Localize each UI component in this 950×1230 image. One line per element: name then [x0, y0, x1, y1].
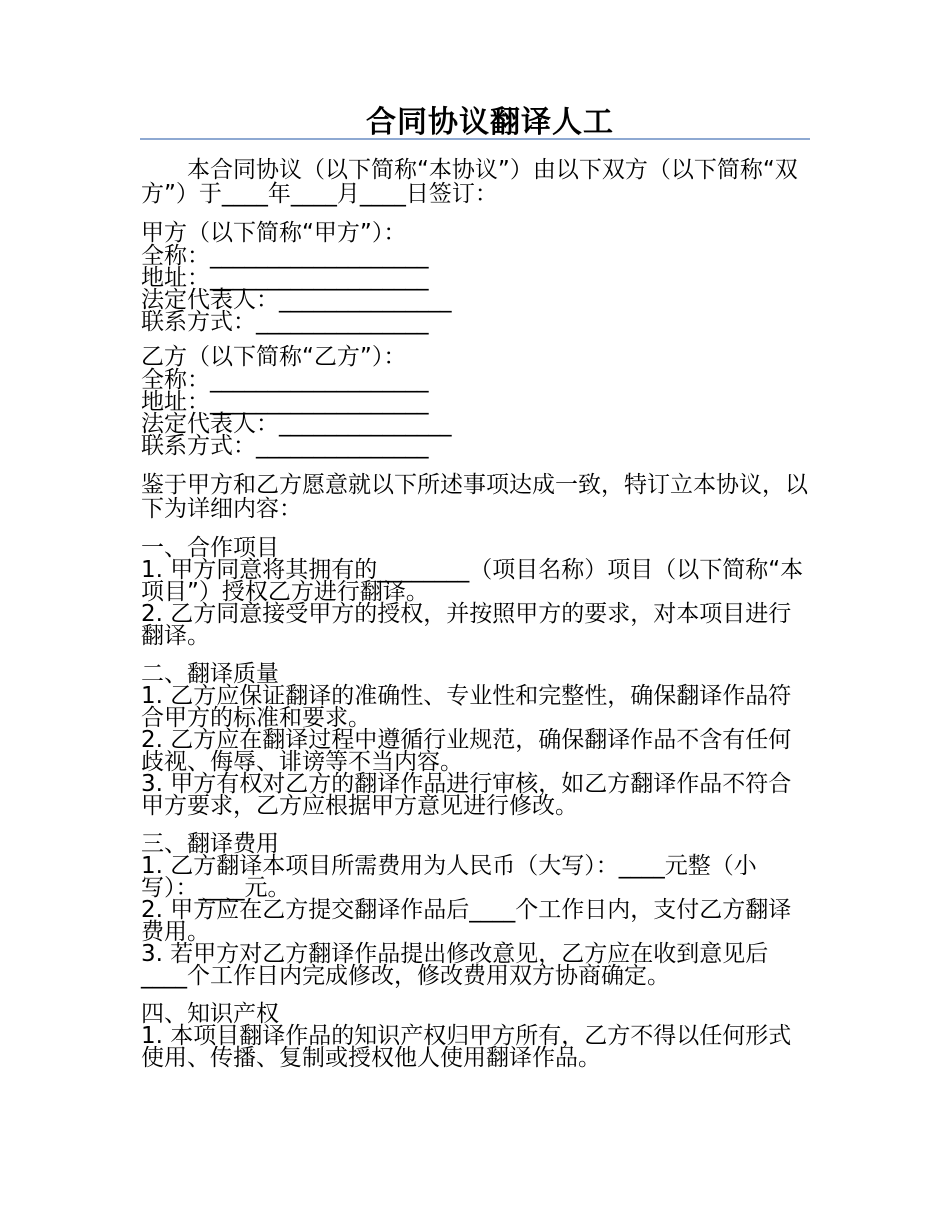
clause: 2. 乙方同意接受甲方的授权，并按照甲方的要求，对本项目进行翻译。 [141, 601, 792, 649]
document-title: 合同协议翻译人工 [366, 105, 614, 140]
party-a-full-name: 全称：___________________ [141, 243, 429, 269]
party-a-heading: 甲方（以下简称“甲方”）： [141, 220, 407, 246]
party-b-full-name: 全称：___________________ [141, 367, 429, 393]
section-heading: 二、翻译质量 [141, 661, 279, 687]
title-underline [140, 138, 810, 140]
document-body [141, 158, 811, 1069]
preamble-paragraph: 鉴于甲方和乙方愿意就以下所述事项达成一致，特订立本协议，以下为详细内容： [141, 472, 808, 522]
party-a-contact: 联系方式：_______________ [141, 309, 429, 335]
section-heading: 一、合作项目 [141, 535, 279, 561]
clause: 1. 本项目翻译作品的知识产权归甲方所有，乙方不得以任何形式使用、传播、复制或授权他人使用翻译作品。 [141, 1023, 792, 1071]
party-a-block [141, 221, 811, 333]
intro-paragraph: 本合同协议（以下简称“本协议”）由以下双方（以下简称“双方”）于____年____月____日签订： [141, 157, 798, 207]
section-quality [141, 663, 811, 817]
party-b-legal-rep: 法定代表人：_______________ [141, 411, 452, 437]
party-a-address: 地址：___________________ [141, 265, 429, 291]
party-a-legal-rep: 法定代表人：_______________ [141, 287, 452, 313]
section-fees [141, 833, 811, 987]
clause: 1. 乙方应保证翻译的准确性、专业性和完整性，确保翻译作品符合甲方的标准和要求。 [141, 683, 792, 731]
section-heading: 四、知识产权 [141, 1001, 279, 1027]
clause: 3. 甲方有权对乙方的翻译作品进行审核，如乙方翻译作品不符合甲方要求，乙方应根据甲方意见进行修改。 [141, 771, 792, 819]
section-cooperation [141, 537, 811, 647]
party-b-contact: 联系方式：_______________ [141, 433, 429, 459]
party-b-heading: 乙方（以下简称“乙方”）： [141, 344, 407, 370]
clause: 1. 甲方同意将其拥有的________（项目名称）项目（以下简称“本项目”）授权乙方进行翻译。 [141, 557, 804, 605]
section-ip [141, 1003, 811, 1069]
clause: 2. 乙方应在翻译过程中遵循行业规范，确保翻译作品不含有任何歧视、侮辱、诽谤等不当内容。 [141, 727, 792, 775]
party-b-address: 地址：___________________ [141, 389, 429, 415]
clause: 3. 若甲方对乙方翻译作品提出修改意见，乙方应在收到意见后____个工作日内完成修改，修改费用双方协商确定。 [141, 941, 769, 989]
clause: 1. 乙方翻译本项目所需费用为人民币（大写）：____元整（小写）：____元。 [141, 853, 757, 901]
section-heading: 三、翻译费用 [141, 831, 279, 857]
clause: 2. 甲方应在乙方提交翻译作品后____个工作日内，支付乙方翻译费用。 [141, 897, 792, 945]
party-b-block [141, 345, 811, 457]
